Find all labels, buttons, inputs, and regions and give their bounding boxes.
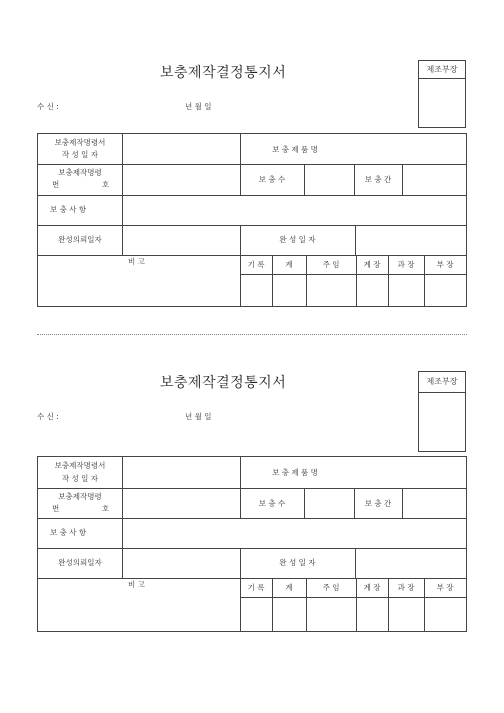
order-date-label-line1: 보충제작명령서 [54,138,106,147]
approval-header-record: 기 록 [247,260,265,269]
approval-header-clerk: 계 [285,583,293,592]
approval-header-department-head: 부 장 [436,583,454,592]
supplement-items-label: 보 충 사 항 [50,205,87,214]
request-date-label: 완성의뢰일자 [58,558,102,567]
approval-header-department-head: 부 장 [436,260,454,269]
order-number-label-line2a: 번 [52,504,60,513]
form-table [37,133,467,307]
approval-header-clerk: 계 [285,260,293,269]
approval-header-record: 기 록 [247,583,265,592]
form-title: 보충제작결정통지서 [160,65,287,81]
period-label: 보 충 간 [364,175,392,184]
date-label: 년 월 일 [185,412,212,421]
quantity-label: 보 충 수 [258,499,286,508]
order-date-label-line1: 보충제작명령서 [54,461,106,470]
stamp-box [418,371,466,452]
form-title: 보충제작결정통지서 [160,375,287,391]
period-label: 보 충 간 [364,499,392,508]
order-date-label-line2: 작 성 일 자 [61,474,99,483]
remarks-label: 비 고 [128,580,145,589]
remarks-label: 비 고 [128,257,145,266]
approval-header-division-head: 과 장 [397,260,415,269]
supplement-items-label: 보 충 사 항 [50,528,87,537]
product-name-label: 보 충 제 품 명 [272,145,318,154]
recipient-label: 수 신 : [37,102,59,111]
recipient-label: 수 신 : [37,412,59,421]
order-number-label-line1: 보충제작명령 [58,492,102,501]
form-section-2 [0,318,504,648]
order-date-label-line2: 작 성 일 자 [61,150,99,159]
approval-header-division-head: 과 장 [397,583,415,592]
completion-date-label: 완 성 일 자 [279,235,316,244]
completion-date-label: 완 성 일 자 [279,558,316,567]
order-number-label-line2a: 번 [52,180,60,189]
stamp-label: 제조부장 [419,61,465,79]
request-date-label: 완성의뢰일자 [58,235,102,244]
approval-header-chief: 주 임 [322,260,340,269]
stamp-label: 제조부장 [419,372,465,393]
approval-header-section-head: 계 장 [363,583,381,592]
product-name-label: 보 충 제 품 명 [272,468,318,477]
form-table [37,456,467,632]
order-number-label-line2b: 호 [102,504,110,513]
quantity-label: 보 충 수 [258,175,286,184]
order-number-label-line1: 보충제작명령 [58,168,102,177]
approval-header-section-head: 계 장 [363,260,381,269]
approval-header-chief: 주 임 [322,583,340,592]
order-number-label-line2b: 호 [102,180,110,189]
form-section-1 [0,0,504,330]
date-label: 년 월 일 [185,102,212,111]
stamp-box [418,60,466,128]
